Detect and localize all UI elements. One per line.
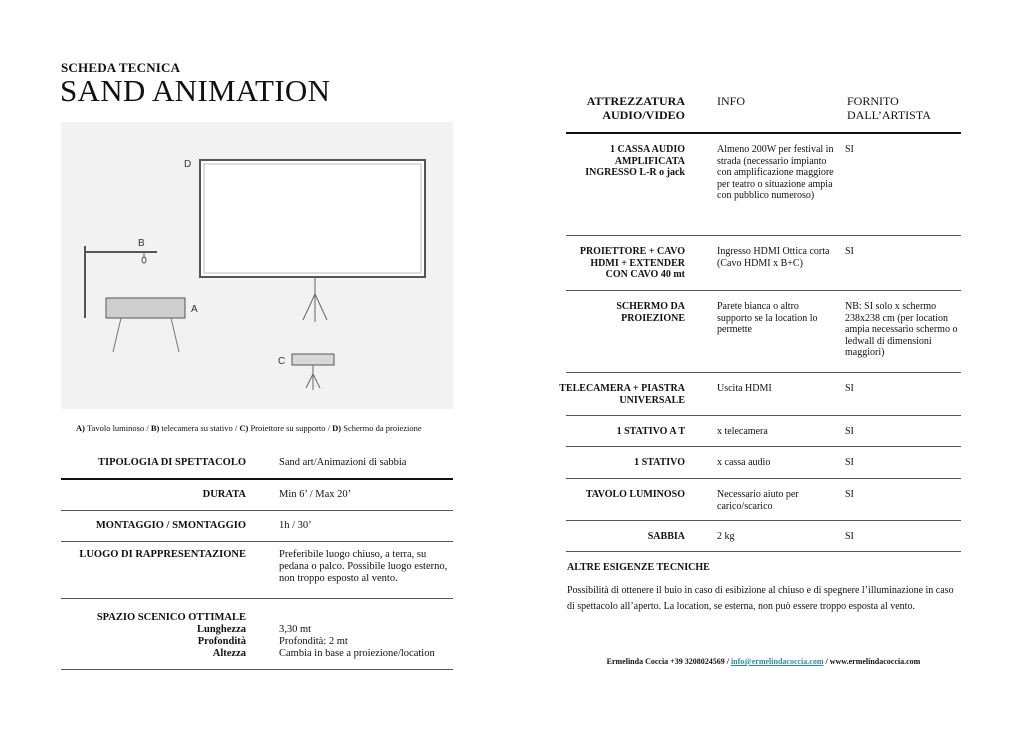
luogo-value: Preferibile luogo chiuso, a terra, su pedana o palco. Possibile luogo esterno, non troppo esposto al vento. — [279, 549, 448, 584]
durata-label: DURATA — [202, 489, 246, 500]
equipment-info: Uscita HDMI — [717, 383, 772, 394]
caption-c-text: Proiettore su supporto / — [248, 423, 333, 433]
document-subtitle: SCHEDA TECNICA — [61, 60, 181, 75]
lunghezza-value: 3,30 mt — [279, 624, 312, 635]
stage-diagram — [61, 122, 453, 409]
equipment-fornito: SI — [845, 489, 854, 500]
header-info: INFO — [717, 94, 746, 108]
row-montaggio — [61, 511, 453, 542]
equipment-row — [566, 236, 961, 291]
projector-leg-left — [306, 374, 313, 388]
header-fornito — [847, 94, 931, 122]
profondita-label: Profondità — [197, 636, 246, 647]
equipment-fornito: SI — [845, 426, 854, 437]
caption-a-letter: A) — [76, 423, 85, 433]
montaggio-value: 1h / 30’ — [279, 520, 312, 531]
caption-d-text: Schermo da proiezione — [341, 423, 422, 433]
equipment-item: TELECAMERA + PIASTRA UNIVERSALE — [559, 383, 685, 406]
luogo-label: LUOGO DI RAPPRESENTAZIONE — [79, 549, 246, 560]
equipment-fornito: SI — [845, 383, 854, 394]
caption-b-text: telecamera su stativo / — [159, 423, 240, 433]
equipment-info: 2 kg — [717, 531, 735, 542]
equipment-item: 1 STATIVO — [634, 457, 685, 468]
projector-leg-right — [313, 374, 320, 388]
equipment-info: Parete bianca o altro supporto se la location lo permette — [717, 301, 818, 335]
durata-value: Min 6’ / Max 20’ — [279, 489, 352, 500]
tipologia-value: Sand art/Animazioni di sabbia — [279, 457, 407, 468]
spazio-label: SPAZIO SCENICO OTTIMALE — [96, 612, 246, 623]
header-attrezzatura-line1: ATTREZZATURA — [586, 94, 685, 108]
caption-d-letter: D) — [332, 423, 342, 433]
footer-contact-prefix: Ermelinda Coccia +39 3208024569 / — [606, 657, 731, 666]
equipment-item: 1 CASSA AUDIO AMPLIFICATA INGRESSO L-R o jack — [585, 144, 685, 178]
equipment-fornito: SI — [845, 144, 854, 155]
equipment-row — [566, 479, 961, 521]
montaggio-label: MONTAGGIO / SMONTAGGIO — [95, 520, 246, 531]
equipment-fornito: SI — [845, 457, 854, 468]
equipment-info: x cassa audio — [717, 457, 771, 468]
equipment-row — [559, 373, 961, 416]
table-leg-right — [171, 318, 179, 352]
equipment-item: TAVOLO LUMINOSO — [585, 489, 685, 500]
document-title: SAND ANIMATION — [60, 73, 331, 108]
caption-c-letter: C) — [239, 423, 249, 433]
row-luogo — [61, 542, 453, 599]
label-c: C — [278, 356, 286, 367]
label-d: D — [184, 159, 192, 170]
altezza-label: Altezza — [212, 648, 246, 659]
equipment-row — [566, 134, 961, 236]
altre-esigenze-text: Possibilità di ottenere il buio in caso di esibizione al chiuso e di spegnere l’illuminazione in caso di spettacolo all’aperto. La location, se esterna, non può essere troppo esposta al vento. — [567, 585, 954, 612]
footer-website: / www.ermelindacoccia.com — [823, 657, 921, 666]
table-leg-left — [113, 318, 121, 352]
caption-b-letter: B) — [150, 423, 160, 433]
header-attrezzatura — [587, 94, 685, 122]
equipment-row — [566, 291, 961, 373]
equipment-table-header — [566, 90, 961, 134]
equipment-item: PROIETTORE + CAVO HDMI + EXTENDER CON CAVO 40 mt — [579, 246, 685, 280]
row-spazio — [61, 599, 453, 670]
equipment-item: 1 STATIVO A T — [616, 426, 685, 437]
equipment-row — [566, 521, 961, 552]
equipment-info: x telecamera — [717, 426, 768, 437]
equipment-row — [566, 416, 961, 447]
label-a: A — [191, 304, 198, 315]
show-info-table — [61, 448, 453, 670]
contact-footer — [566, 657, 961, 666]
stage-diagram-drawing — [61, 122, 453, 409]
projector-shape — [292, 354, 334, 365]
equipment-info: Necessario aiuto per carico/scarico — [717, 489, 799, 512]
equipment-fornito: SI — [845, 531, 854, 542]
light-table-shape — [106, 298, 185, 318]
caption-a-text: Tavolo luminoso / — [84, 423, 151, 433]
lunghezza-label: Lunghezza — [196, 624, 246, 635]
row-tipologia — [61, 448, 453, 480]
equipment-table — [559, 90, 961, 552]
email-link[interactable]: info@ermelindacoccia.com — [730, 657, 824, 666]
header-attrezzatura-line2: AUDIO/VIDEO — [602, 108, 685, 122]
header-fornito-line1: FORNITO — [847, 94, 899, 108]
screen-shape — [200, 160, 425, 277]
altezza-value: Cambia in base a proiezione/location — [279, 648, 435, 659]
equipment-fornito: SI — [845, 246, 854, 257]
altre-esigenze-heading: ALTRE ESIGENZE TECNICHE — [567, 562, 710, 573]
equipment-info: Almeno 200W per festival in strada (necessario impianto con amplificazione maggiore per teatro o situazione ampia con pubblico numeroso) — [717, 144, 834, 201]
tipologia-label: TIPOLOGIA DI SPETTACOLO — [97, 457, 246, 468]
screen-leg-right — [315, 294, 327, 320]
equipment-fornito: NB: SI solo x schermo 238x238 cm (per location ampia necessario schermo o ledwall di dimensioni maggiori) — [845, 301, 958, 358]
equipment-item: SCHERMO DA PROIEZIONE — [616, 301, 685, 324]
equipment-info: Ingresso HDMI Ottica corta (Cavo HDMI x B+C) — [717, 246, 830, 269]
equipment-item: SABBIA — [647, 531, 685, 542]
diagram-caption — [76, 423, 422, 433]
header-fornito-line2: DALL’ARTISTA — [847, 108, 931, 122]
row-durata — [61, 480, 453, 511]
label-b: B — [138, 238, 145, 249]
equipment-row — [566, 447, 961, 479]
profondita-value: Profondità: 2 mt — [279, 636, 348, 647]
screen-leg-left — [303, 294, 315, 320]
